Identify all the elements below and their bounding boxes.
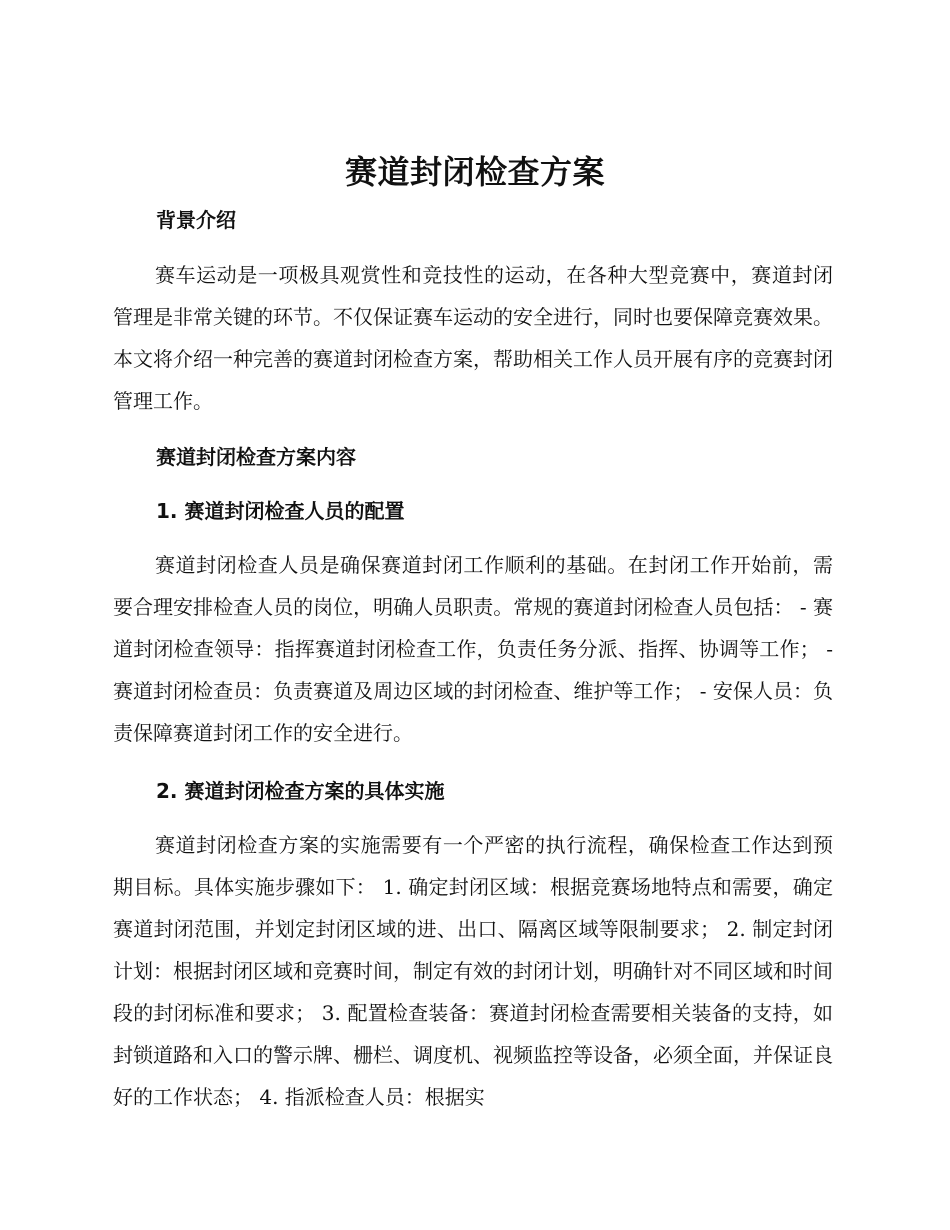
section-heading-background: 背景介绍 xyxy=(156,208,236,232)
paragraph-staffing: 赛道封闭检查人员是确保赛道封闭工作顺利的基础。在封闭工作开始前，需要合理安排检查人员的岗位，明确人员职责。常规的赛道封闭检查人员包括： - 赛道封闭检查领导：指挥赛道封闭检查工作，负责任务分派、指挥、协调等工作； - 赛道封闭检查员：负责赛道及周边区域的封闭检查、维护等工作； - 安保人员：负责保障赛道封闭工作的安全进行。 xyxy=(113,553,833,745)
document-title: 赛道封闭检查方案 xyxy=(344,153,605,191)
paragraph-background: 赛车运动是一项极具观赏性和竞技性的运动，在各种大型竞赛中，赛道封闭管理是非常关键的环节。不仅保证赛车运动的安全进行，同时也要保障竞赛效果。本文将介绍一种完善的赛道封闭检查方案，帮助相关工作人员开展有序的竞赛封闭管理工作。 xyxy=(113,263,833,413)
section-heading-implementation: 2. 赛道封闭检查方案的具体实施 xyxy=(156,779,445,803)
section-heading-content: 赛道封闭检查方案内容 xyxy=(156,445,356,469)
paragraph-implementation: 赛道封闭检查方案的实施需要有一个严密的执行流程，确保检查工作达到预期目标。具体实施步骤如下： 1. 确定封闭区域：根据竞赛场地特点和需要，确定赛道封闭范围，并划定封闭区域的进、出口、隔离区域等限制要求； 2. 制定封闭计划：根据封闭区域和竞赛时间，制定有效的封闭计划，明确针对不同区域和时间段的封闭标准和要求； 3. 配置检查装备：赛道封闭检查需要相关装备的支持，如封锁道路和入口的警示牌、栅栏、调度机、视频监控等设备，必须全面，并保证良好的工作状态； 4. 指派检查人员：根据实 xyxy=(113,833,833,1109)
section-heading-staffing: 1. 赛道封闭检查人员的配置 xyxy=(156,499,405,523)
